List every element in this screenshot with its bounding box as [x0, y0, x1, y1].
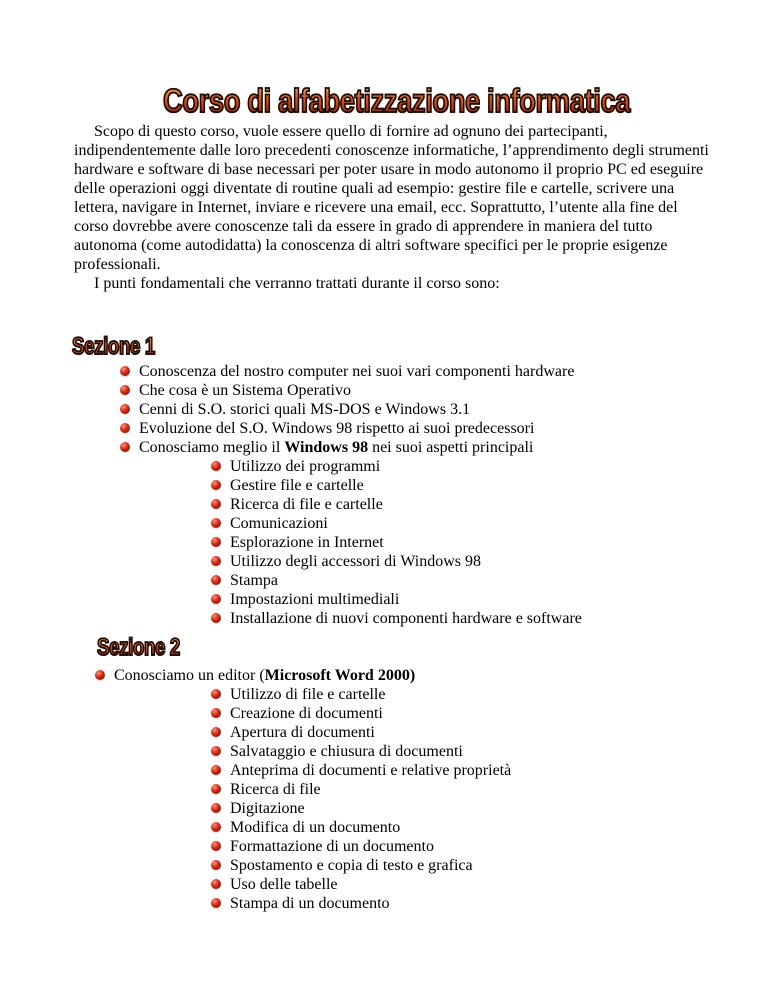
list-item-text: Ricerca di file e cartelle — [230, 496, 383, 513]
red-ball-bullet-icon — [120, 385, 130, 395]
red-ball-bullet-icon — [211, 613, 221, 623]
list-item — [206, 571, 582, 590]
list-item — [115, 400, 574, 419]
red-ball-bullet-icon — [211, 708, 221, 718]
red-ball-bullet-icon — [211, 575, 221, 585]
red-ball-bullet-icon — [211, 594, 221, 604]
red-ball-bullet-icon — [211, 822, 221, 832]
list-item — [206, 742, 511, 761]
list-item-text-bold: Windows 98 — [284, 439, 369, 456]
list-item — [206, 476, 582, 495]
red-ball-bullet-icon — [211, 461, 221, 471]
page-title: Corso di alfabetizzazione informatica — [163, 82, 631, 119]
list-item — [206, 894, 511, 913]
list-item-text-before: Conosciamo meglio il — [139, 439, 285, 456]
list-item — [206, 723, 511, 742]
list-item-text: Utilizzo di file e cartelle — [230, 686, 386, 703]
list-item — [90, 666, 415, 685]
red-ball-bullet-icon — [211, 841, 221, 851]
red-ball-bullet-icon — [120, 442, 130, 452]
list-item — [115, 381, 574, 400]
section-2-title: Sezione 2 — [97, 634, 180, 661]
list-item — [206, 609, 582, 628]
list-item-text: Utilizzo degli accessori di Windows 98 — [230, 553, 482, 570]
list-item-text-bold: Microsoft Word 2000) — [264, 667, 416, 684]
section-1-list — [115, 362, 574, 457]
list-item-text: Digitazione — [230, 800, 305, 817]
list-item-text-before: Conosciamo un editor ( — [114, 667, 265, 684]
section-2-list — [90, 666, 415, 685]
list-item — [206, 590, 582, 609]
list-item-text: Che cosa è un Sistema Operativo — [139, 382, 351, 399]
red-ball-bullet-icon — [211, 765, 221, 775]
red-ball-bullet-icon — [211, 518, 221, 528]
list-item-text: Anteprima di documenti e relative proprietà — [230, 762, 512, 779]
list-item-text: Esplorazione in Internet — [230, 534, 384, 551]
list-item-text: Stampa di un documento — [230, 895, 390, 912]
red-ball-bullet-icon — [95, 670, 105, 680]
list-item-text: Comunicazioni — [230, 515, 328, 532]
red-ball-bullet-icon — [120, 404, 130, 414]
list-item-text: Installazione di nuovi componenti hardware e software — [230, 610, 582, 627]
list-item-text: Conoscenza del nostro computer nei suoi vari componenti hardware — [139, 363, 575, 380]
list-item — [115, 419, 574, 438]
intro-paragraph: Scopo di questo corso, vuole essere quello di fornire ad ognuno dei partecipanti, indipendentemente dalle loro precedenti conoscenze informatiche, l’apprendimento degli strumenti hardware e software di base necessari per poter usare in modo autonomo il proprio PC ed eseguire delle operazioni oggi diventate di routine quali ad esempio: gestire file e cartelle, scrivere una lettera, navigare in Internet, inviare e ricevere una email, ecc. Soprattutto, l’utente alla fine del corso dovrebbe avere conoscenze tali da essere in grado di apprendere in maniera del tutto autonoma (come autodidatta) la conoscenza di altri software specifici per le proprie esigenze professionali. — [74, 123, 709, 273]
red-ball-bullet-icon — [211, 803, 221, 813]
red-ball-bullet-icon — [211, 480, 221, 490]
list-item-text: Ricerca di file — [230, 781, 321, 798]
list-item-text: Gestire file e cartelle — [230, 477, 364, 494]
list-item — [206, 856, 511, 875]
list-item-text: Salvataggio e chiusura di documenti — [230, 743, 463, 760]
list-item-text: Creazione di documenti — [230, 705, 383, 722]
list-item-text: Spostamento e copia di testo e grafica — [230, 857, 473, 874]
red-ball-bullet-icon — [211, 556, 221, 566]
list-item — [206, 799, 511, 818]
red-ball-bullet-icon — [211, 860, 221, 870]
list-item — [206, 514, 582, 533]
list-item — [206, 875, 511, 894]
red-ball-bullet-icon — [211, 499, 221, 509]
list-item — [206, 704, 511, 723]
list-item — [206, 780, 511, 799]
list-item — [206, 685, 511, 704]
list-item — [206, 837, 511, 856]
list-item-text: Utilizzo dei programmi — [230, 458, 381, 475]
section-1-sublist — [206, 457, 582, 628]
list-item — [206, 818, 511, 837]
list-item-text: Modifica di un documento — [230, 819, 401, 836]
red-ball-bullet-icon — [120, 366, 130, 376]
list-item — [206, 533, 582, 552]
red-ball-bullet-icon — [120, 423, 130, 433]
list-item — [206, 761, 511, 780]
red-ball-bullet-icon — [211, 898, 221, 908]
list-item — [115, 362, 574, 381]
list-item-text: Impostazioni multimediali — [230, 591, 400, 608]
intro-text — [74, 122, 714, 293]
list-item — [206, 552, 582, 571]
list-item-text: Uso delle tabelle — [230, 876, 338, 893]
list-item-text: Formattazione di un documento — [230, 838, 434, 855]
red-ball-bullet-icon — [211, 746, 221, 756]
list-item-text-after: nei suoi aspetti principali — [368, 439, 534, 456]
list-item — [206, 457, 582, 476]
list-item-text: Evoluzione del S.O. Windows 98 rispetto ai suoi predecessori — [139, 420, 535, 437]
red-ball-bullet-icon — [211, 689, 221, 699]
red-ball-bullet-icon — [211, 727, 221, 737]
red-ball-bullet-icon — [211, 537, 221, 547]
list-item-text: Cenni di S.O. storici quali MS-DOS e Windows 3.1 — [139, 401, 471, 418]
red-ball-bullet-icon — [211, 784, 221, 794]
section-2-sublist — [206, 685, 511, 913]
list-item-text: Stampa — [230, 572, 278, 589]
list-item-text: Apertura di documenti — [230, 724, 375, 741]
list-item — [115, 438, 574, 457]
red-ball-bullet-icon — [211, 879, 221, 889]
intro-lead: I punti fondamentali che verranno trattati durante il corso sono: — [94, 275, 500, 292]
section-1-title: Sezione 1 — [72, 333, 155, 360]
list-item — [206, 495, 582, 514]
